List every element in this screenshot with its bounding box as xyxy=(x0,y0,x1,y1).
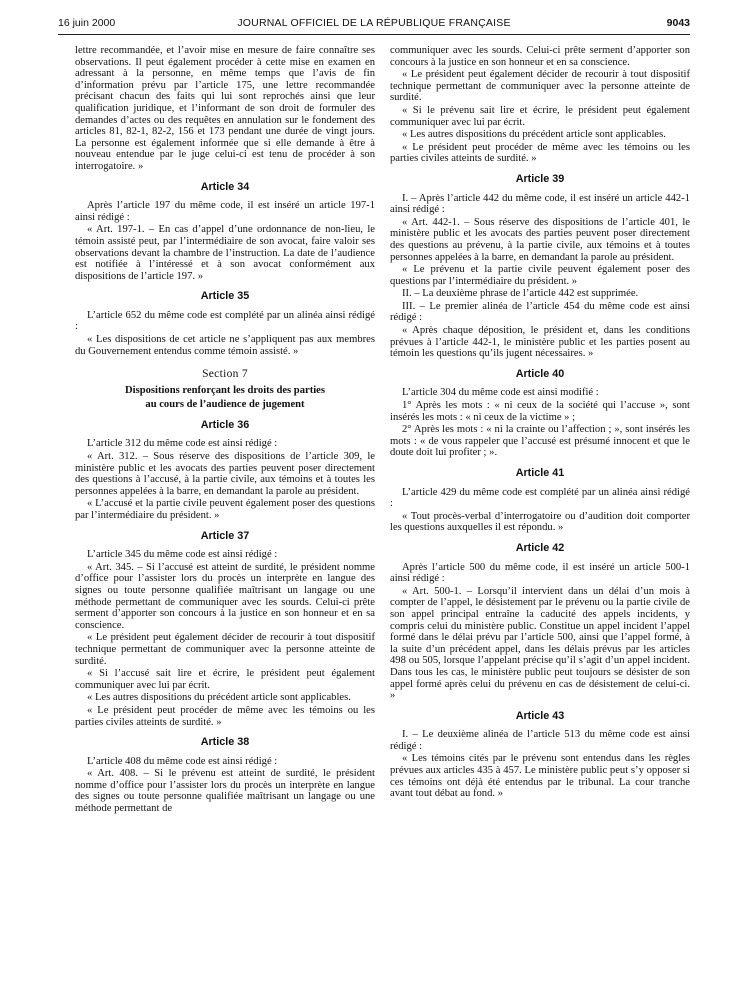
paragraph: « Art. 500-1. – Lorsqu’il intervient dans un délai d’un mois à compter de l’appel, le désistement par le prévenu ou la partie civile de son appel principal entraîne la caducité des appels incidents, y compris celui du ministère public. Constitue un appel incident l’appel formé dans le délai prévu par l’article 500, ainsi que l’appel formé, à la suite d’un précédent appel, dans les délais prévus par les articles 498 ou 505, lorsque l’appelant précise qu’il s’agit d’un appel incident. Dans tous les cas, le ministère public peut toujours se désister de son appel formé après celui du prévenu en cas de désistement de celui-ci. » xyxy=(390,585,690,702)
paragraph: « Art. 312. – Sous réserve des dispositions de l’article 309, le ministère public et les avocats des parties peuvent poser directement des questions à l’accusé, à la partie civile, aux témoins et à toutes les personnes appelées à la barre, en demandant la parole au président. xyxy=(75,451,375,497)
paragraph: III. – Le premier alinéa de l’article 454 du même code est ainsi rédigé : xyxy=(390,300,690,324)
paragraph: « Le président peut également décider de recourir à tout dispositif technique permettant de communiquer avec la personne atteinte de surdité. xyxy=(75,632,375,667)
paragraph: I. – Après l’article 442 du même code, il est inséré un article 442-1 ainsi rédigé : xyxy=(390,192,690,216)
article-heading: Article 39 xyxy=(515,172,565,185)
paragraph: « Si le prévenu sait lire et écrire, le président peut également communiquer avec lui par écrit. xyxy=(390,104,690,128)
paragraph: « Après chaque déposition, le président et, dans les conditions prévues à l’article 442-1, le ministère public et les parties posent au témoin les questions qu’ils jugent nécessaires. » xyxy=(390,325,690,360)
left-column xyxy=(75,45,375,816)
paragraph: lettre recommandée, et l’avoir mise en mesure de faire connaître ses observations. Il peut également procéder à cette mise en examen en adressant à la personne, en même temps que l’avis de fin d’information prévu par l’article 175, une lettre recommandée précisant chacun des faits qui lui sont reprochés ainsi que leur qualification juridique, et l’informant de son droit de formuler des demandes d’actes ou des requêtes en annulation sur le fondement des articles 81, 82-1, 82-2, 156 et 173 pendant une durée de vingt jours. La personne est également informée que si elle demande à être à nouveau entendue par le juge celui-ci est tenu de procéder à son interrogatoire. » xyxy=(75,45,375,172)
paragraph: « Les autres dispositions du précédent article sont applicables. xyxy=(87,692,351,704)
header-date: 16 juin 2000 xyxy=(58,17,116,29)
article-heading: Article 41 xyxy=(515,467,565,479)
paragraph: « Le prévenu et la partie civile peuvent également poser des questions par l’intermédiaire du président. » xyxy=(390,264,690,287)
paragraph: II. – La deuxième phrase de l’article 442 est supprimée. xyxy=(402,288,639,300)
paragraph: « Les témoins cités par le prévenu sont entendus dans les règles prévues aux articles 435 à 457. Le ministère public peut s’y opposer si ces témoins ont déjà été entendus par le tribunal. La cour tranche avant tout débat au fond. » xyxy=(390,753,690,800)
paragraph: « Les dispositions de cet article ne s’appliquent pas aux membres du Gouvernement entendus comme témoin assisté. » xyxy=(75,334,375,357)
article-heading: Article 38 xyxy=(200,736,250,749)
section-title-line-2: au cours de l’audience de jugement xyxy=(145,398,305,410)
paragraph: Après l’article 500 du même code, il est inséré un article 500-1 ainsi rédigé : xyxy=(390,561,690,585)
paragraph: « Les autres dispositions du précédent article sont applicables. xyxy=(402,129,666,141)
paragraph: I. – Le deuxième alinéa de l’article 513 du même code est ainsi rédigé : xyxy=(390,729,690,752)
article-heading: Article 42 xyxy=(515,541,565,554)
paragraph: Après l’article 197 du même code, il est inséré un article 197-1 ainsi rédigé : xyxy=(75,200,375,223)
paragraph: « Le président peut procéder de même avec les témoins ou les parties civiles atteints de surdité. » xyxy=(390,141,690,165)
paragraph: « Art. 197-1. – En cas d’appel d’une ordonnance de non-lieu, le témoin assisté peut, par l’intermédiaire de son avocat, faire valoir ses observations devant la chambre de l’instruction. La date de l’audience est notifiée à l’intéressé et à son avocat conformément aux dispositions de l’article 197. » xyxy=(75,224,375,282)
header-page-number: 9043 xyxy=(666,17,690,29)
paragraph: « Art. 345. – Si l’accusé est atteint de surdité, le président nomme d’office pour l’assister lors du procès un interprète en langue des signes ou toute personne qualifiée maîtrisant un langage ou une méthode permettant de communiquer avec les sourds. Celui-ci prête serment d’apporter son concours à la justice en son honneur et en sa conscience. xyxy=(75,561,375,631)
paragraph: L’article 429 du même code est complété par un alinéa ainsi rédigé : xyxy=(390,486,690,510)
paragraph: 2° Après les mots : « ni la crainte ou l’affection ; », sont insérés les mots : « de vous rappeler que l’accusé est présumé innocent et que le doute doit lui profiter ; ». xyxy=(390,424,690,459)
paragraph: « Tout procès-verbal d’interrogatoire ou d’audition doit comporter les questions auxquelles il est répondu. » xyxy=(390,510,690,534)
paragraph: 1° Après les mots : « ni ceux de la société qui l’accuse », sont insérés les mots : « ni ceux de la victime » ; xyxy=(390,400,690,423)
article-heading: Article 34 xyxy=(200,180,250,193)
paragraph: L’article 652 du même code est complété par un alinéa ainsi rédigé : xyxy=(75,309,375,333)
paragraph: L’article 408 du même code est ainsi rédigé : xyxy=(87,755,278,767)
paragraph: « Art. 408. – Si le prévenu est atteint de surdité, le président nomme d’office pour l’assister lors du procès un interprète en langue des signes ou toute personne qualifiée maîtrisant un langage ou une méthode permettant de xyxy=(75,768,375,815)
paragraph: communiquer avec les sourds. Celui-ci prête serment d’apporter son concours à la justice en son honneur et en sa conscience. xyxy=(390,45,690,68)
article-heading: Article 35 xyxy=(200,290,250,303)
paragraph: « Le président peut procéder de même avec les témoins ou les parties civiles atteints de surdité. » xyxy=(75,704,375,728)
paragraph: L’article 312 du même code est ainsi rédigé : xyxy=(87,438,278,450)
article-heading: Article 43 xyxy=(515,709,565,722)
right-column xyxy=(390,45,690,801)
section-label: Section 7 xyxy=(202,368,248,381)
page-header xyxy=(58,14,690,35)
paragraph: L’article 345 du même code est ainsi rédigé : xyxy=(87,549,278,561)
article-heading: Article 40 xyxy=(515,367,565,380)
paragraph: L’article 304 du même code est ainsi modifié : xyxy=(402,387,599,399)
paragraph: « Si l’accusé sait lire et écrire, le président peut également communiquer avec lui par écrit. xyxy=(75,668,375,691)
paragraph: « Le président peut également décider de recourir à tout dispositif technique permettant de communiquer avec la personne atteinte de surdité. xyxy=(390,69,690,104)
section-title-line-1: Dispositions renforçant les droits des parties xyxy=(124,384,325,396)
article-heading: Article 36 xyxy=(200,418,250,431)
article-heading: Article 37 xyxy=(200,529,250,542)
header-journal-title: JOURNAL OFFICIEL DE LA RÉPUBLIQUE FRANÇAISE xyxy=(237,17,511,29)
paragraph: « Art. 442-1. – Sous réserve des dispositions de l’article 401, le ministère public et les avocats des parties peuvent poser directement des questions au prévenu, à la partie civile, aux témoins et à toutes personnes appelées à la barre, en demandant la parole au président. xyxy=(390,216,690,263)
paragraph: « L’accusé et la partie civile peuvent également poser des questions par l’intermédiaire du président. » xyxy=(75,498,375,521)
